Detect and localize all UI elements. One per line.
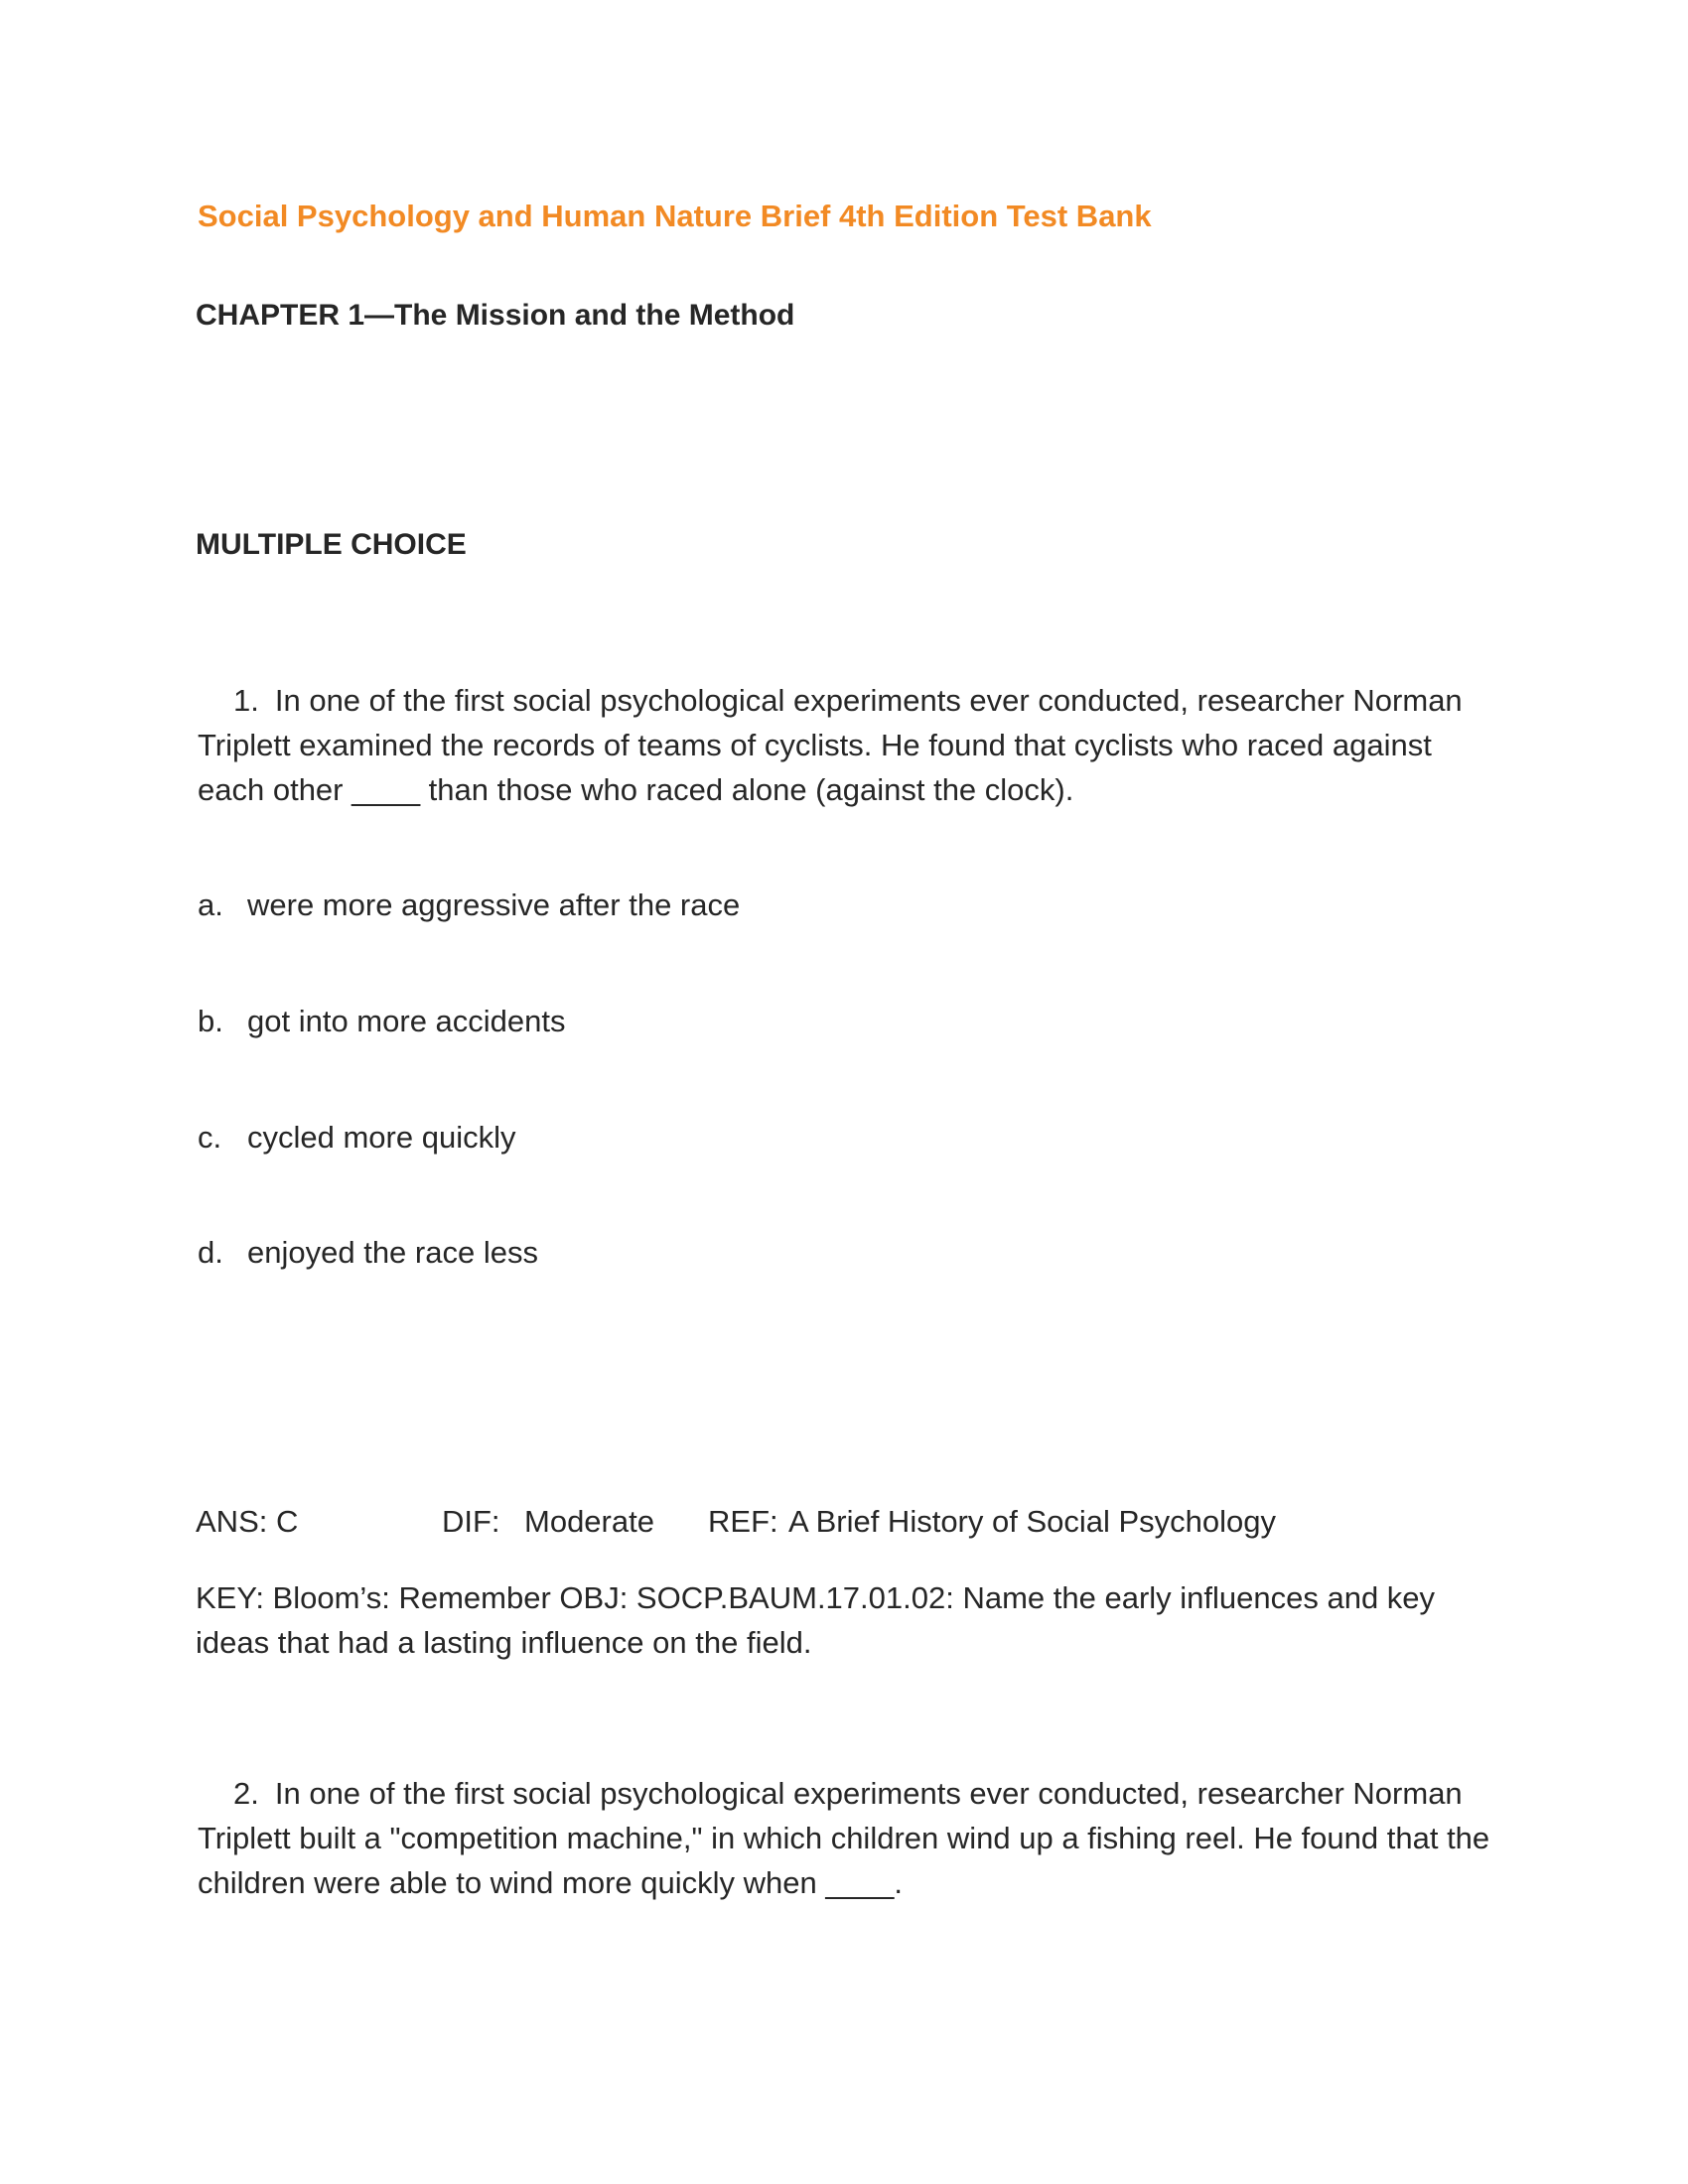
question-number: 2. — [233, 1776, 259, 1811]
question-number: 1. — [233, 683, 259, 718]
key-objective-text: KEY: Bloom’s: Remember OBJ: SOCP.BAUM.17.01.02: Name the early influences and key ideas that had a lasting influence on the field. — [196, 1580, 1436, 1660]
option-a — [198, 883, 740, 927]
question-text: In one of the first social psychological experiments ever conducted, researcher Norman Triplett built a "competition machine," in which children wind up a fishing reel. He found that the children were able to wind more quickly when ____. — [198, 1776, 1490, 1900]
option-text: cycled more quickly — [247, 1120, 516, 1155]
option-letter: a. — [198, 887, 223, 922]
question-2 — [198, 1771, 1498, 1905]
option-text: enjoyed the race less — [247, 1235, 538, 1270]
option-c — [198, 1115, 515, 1160]
answer-value: C — [276, 1504, 299, 1539]
option-b — [198, 999, 566, 1043]
option-text: got into more accidents — [247, 1004, 566, 1038]
reference-value: A Brief History of Social Psychology — [788, 1504, 1277, 1539]
difficulty-value: Moderate — [524, 1504, 654, 1539]
question-1 — [198, 678, 1498, 812]
option-letter: d. — [198, 1235, 223, 1270]
option-letter: b. — [198, 1004, 223, 1038]
answer-label: ANS: — [196, 1504, 268, 1539]
reference-label: REF: — [708, 1504, 778, 1539]
chapter-heading: CHAPTER 1—The Mission and the Method — [196, 299, 795, 332]
answer-metadata-row — [0, 1499, 1688, 1544]
question-text: In one of the first social psychological experiments ever conducted, researcher Norman Triplett examined the records of teams of cyclists. He found that cyclists who raced against each other ____ than those who raced alone (against the clock). — [198, 683, 1463, 807]
option-d — [198, 1230, 538, 1275]
section-heading: MULTIPLE CHOICE — [196, 528, 467, 561]
option-letter: c. — [198, 1120, 222, 1155]
document-title: Social Psychology and Human Nature Brief 4th Edition Test Bank — [198, 199, 1152, 233]
option-text: were more aggressive after the race — [247, 887, 741, 922]
difficulty-label: DIF: — [442, 1504, 500, 1539]
